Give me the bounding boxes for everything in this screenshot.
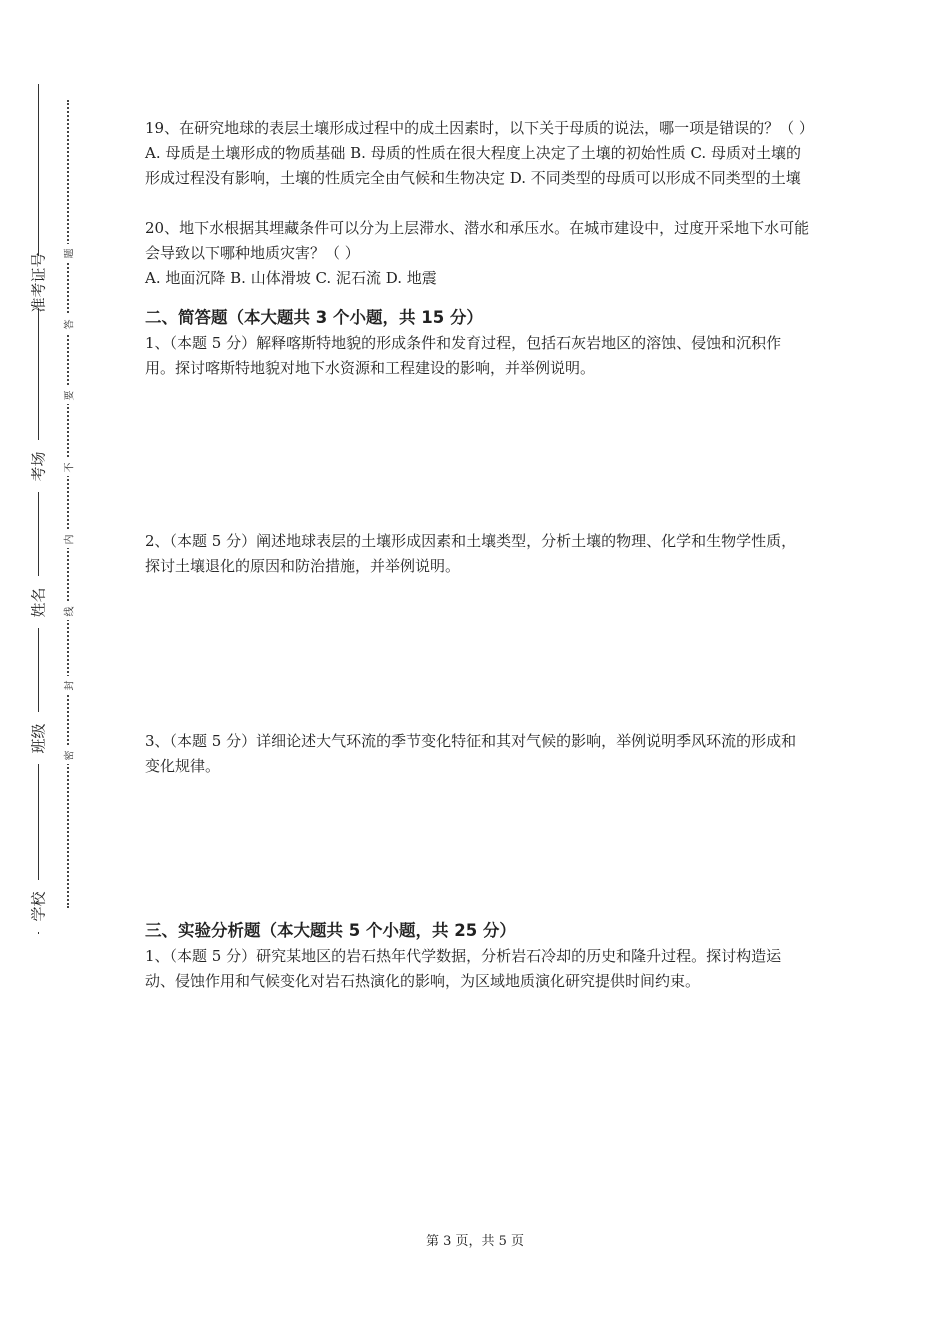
short-answer-question: 3、（本题 5 分）详细论述大气环流的季节变化特征和其对气候的影响，举例说明季风环流的形成和变化规律。 bbox=[145, 732, 797, 775]
seal-char: 要 bbox=[57, 386, 79, 404]
seal-char: 题 bbox=[57, 244, 79, 262]
seal-char: 线 bbox=[57, 602, 79, 620]
label-name: 姓名 bbox=[22, 576, 54, 628]
exam-content bbox=[145, 116, 814, 994]
seal-char: 答 bbox=[57, 315, 79, 333]
seal-char: 内 bbox=[57, 530, 79, 548]
seal-char: 密 bbox=[57, 746, 79, 764]
section-3-title: 三、实验分析题（本大题共 5 个小题，共 25 分） bbox=[145, 921, 516, 940]
question-20-options: A. 地面沉降 B. 山体滑坡 C. 泥石流 D. 地震 bbox=[145, 269, 437, 287]
short-answer-question: 1、（本题 5 分）解释喀斯特地貌的形成条件和发育过程，包括石灰岩地区的溶蚀、侵蚀和沉积作用。探讨喀斯特地貌对地下水资源和工程建设的影响，并举例说明。 bbox=[145, 334, 782, 377]
binding-solid-line bbox=[38, 84, 39, 934]
seal-char: 封 bbox=[57, 676, 79, 694]
experiment-question: 1、（本题 5 分）研究某地区的岩石热年代学数据，分析岩石冷却的历史和隆升过程。探讨构造运动、侵蚀作用和气候变化对岩石热演化的影响，为区域地质演化研究提供时间约束。 bbox=[145, 947, 782, 990]
binding-margin bbox=[0, 0, 110, 1344]
section-2-title: 二、简答题（本大题共 3 个小题，共 15 分） bbox=[145, 308, 483, 327]
question-19-options: A. 母质是土壤形成的物质基础 B. 母质的性质在很大程度上决定了土壤的初始性质 C. 母质对土壤的形成过程没有影响，土壤的性质完全由气候和生物决定 D. 不同类型的母质可以形成不同类型的土壤 bbox=[145, 144, 801, 187]
label-school: 学校 bbox=[22, 880, 54, 932]
question-20-text: 20、地下水根据其埋藏条件可以分为上层滞水、潜水和承压水。在城市建设中，过度开采地下水可能会导致以下哪种地质灾害？（ ） bbox=[145, 219, 810, 262]
page-footer: 第 3 页，共 5 页 bbox=[425, 1234, 525, 1249]
short-answer-question: 2、（本题 5 分）阐述地球表层的土壤形成因素和土壤类型，分析土壤的物理、化学和生物学性质，探讨土壤退化的原因和防治措施，并举例说明。 bbox=[145, 532, 797, 575]
seal-char: 不 bbox=[57, 458, 79, 476]
label-exam-room: 考场 bbox=[22, 440, 54, 492]
label-class: 班级 bbox=[22, 712, 54, 764]
label-exam-number: 准考证号 bbox=[22, 256, 54, 308]
binding-dotted-line bbox=[67, 100, 69, 908]
question-19-text: 19、在研究地球的表层土壤形成过程中的成土因素时，以下关于母质的说法，哪一项是错误的？（ ） bbox=[145, 119, 814, 137]
